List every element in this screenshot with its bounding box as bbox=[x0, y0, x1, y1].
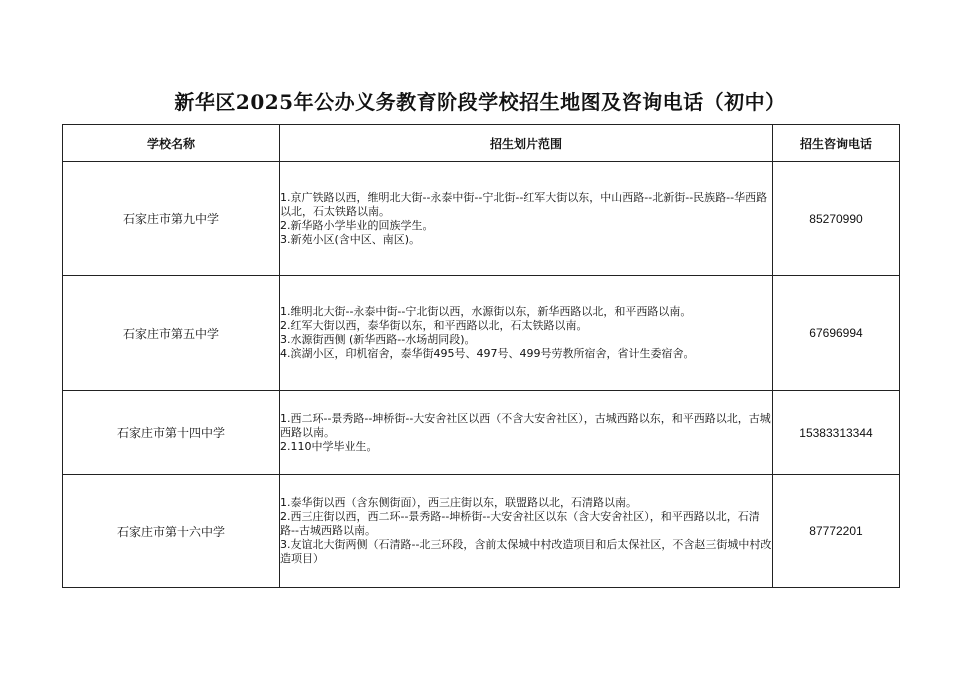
range-item: 1.西二环--景秀路--坤桥街--大安舍社区以西（不含大安舍社区），古城西路以东，和平西路以北，古城西路以南。 bbox=[280, 411, 771, 439]
enrollment-table bbox=[62, 124, 900, 588]
table-row bbox=[63, 162, 900, 276]
enrollment-range-cell bbox=[280, 276, 773, 391]
range-item: 2.红军大街以西，泰华街以东，和平西路以北，石太铁路以南。 bbox=[280, 319, 588, 332]
range-item: 2.110中学毕业生。 bbox=[280, 439, 378, 453]
table-header-row bbox=[63, 125, 900, 162]
range-item: 2.西三庄街以西，西二环--景秀路--坤桥街--大安舍社区以东（含大安舍社区），和平西路以北，石清路--古城西路以南。 bbox=[280, 510, 760, 537]
range-item: 4.滨湖小区，印机宿舍，泰华街495号、497号、499号劳教所宿舍，省计生委宿舍。 bbox=[280, 347, 695, 360]
header-enrollment-range: 招生划片范围 bbox=[280, 125, 773, 162]
school-name-cell: 石家庄市第十六中学 bbox=[63, 475, 280, 588]
phone-cell: 15383313344 bbox=[773, 391, 900, 475]
school-name-cell: 石家庄市第十四中学 bbox=[63, 391, 280, 475]
school-name-cell: 石家庄市第五中学 bbox=[63, 276, 280, 391]
school-name-cell: 石家庄市第九中学 bbox=[63, 162, 280, 276]
enrollment-range-cell bbox=[280, 475, 773, 588]
range-item: 3.水源街西侧 (新华西路--水场胡同段)。 bbox=[280, 333, 476, 346]
range-item: 3.友谊北大街两侧（石清路--北三环段，含前太保城中村改造项目和后太保社区，不含赵三街城中村改造项目） bbox=[280, 538, 772, 565]
header-school-name: 学校名称 bbox=[63, 125, 280, 162]
phone-cell: 67696994 bbox=[773, 276, 900, 391]
document-title: 新华区2025年公办义务教育阶段学校招生地图及咨询电话（初中） bbox=[174, 90, 786, 114]
table-row bbox=[63, 391, 900, 475]
table-row bbox=[63, 276, 900, 391]
header-consult-phone: 招生咨询电话 bbox=[773, 125, 900, 162]
enrollment-range-cell bbox=[280, 162, 773, 276]
enrollment-range-cell bbox=[280, 391, 773, 475]
range-item: 1.维明北大街--永泰中街--宁北街以西，水源街以东，新华西路以北，和平西路以南。 bbox=[280, 305, 692, 318]
table-row bbox=[63, 475, 900, 588]
phone-cell: 85270990 bbox=[773, 162, 900, 276]
range-item: 1.泰华街以西（含东侧街面），西三庄街以东，联盟路以北，石清路以南。 bbox=[280, 496, 637, 509]
range-item: 2.新华路小学毕业的回族学生。 bbox=[280, 218, 434, 232]
phone-cell: 87772201 bbox=[773, 475, 900, 588]
range-item: 3.新苑小区(含中区、南区)。 bbox=[280, 232, 421, 246]
range-item: 1.京广铁路以西，维明北大街--永泰中街--宁北街--红军大街以东，中山西路--北新街--民族路--华西路以北，石太铁路以南。 bbox=[280, 190, 768, 218]
